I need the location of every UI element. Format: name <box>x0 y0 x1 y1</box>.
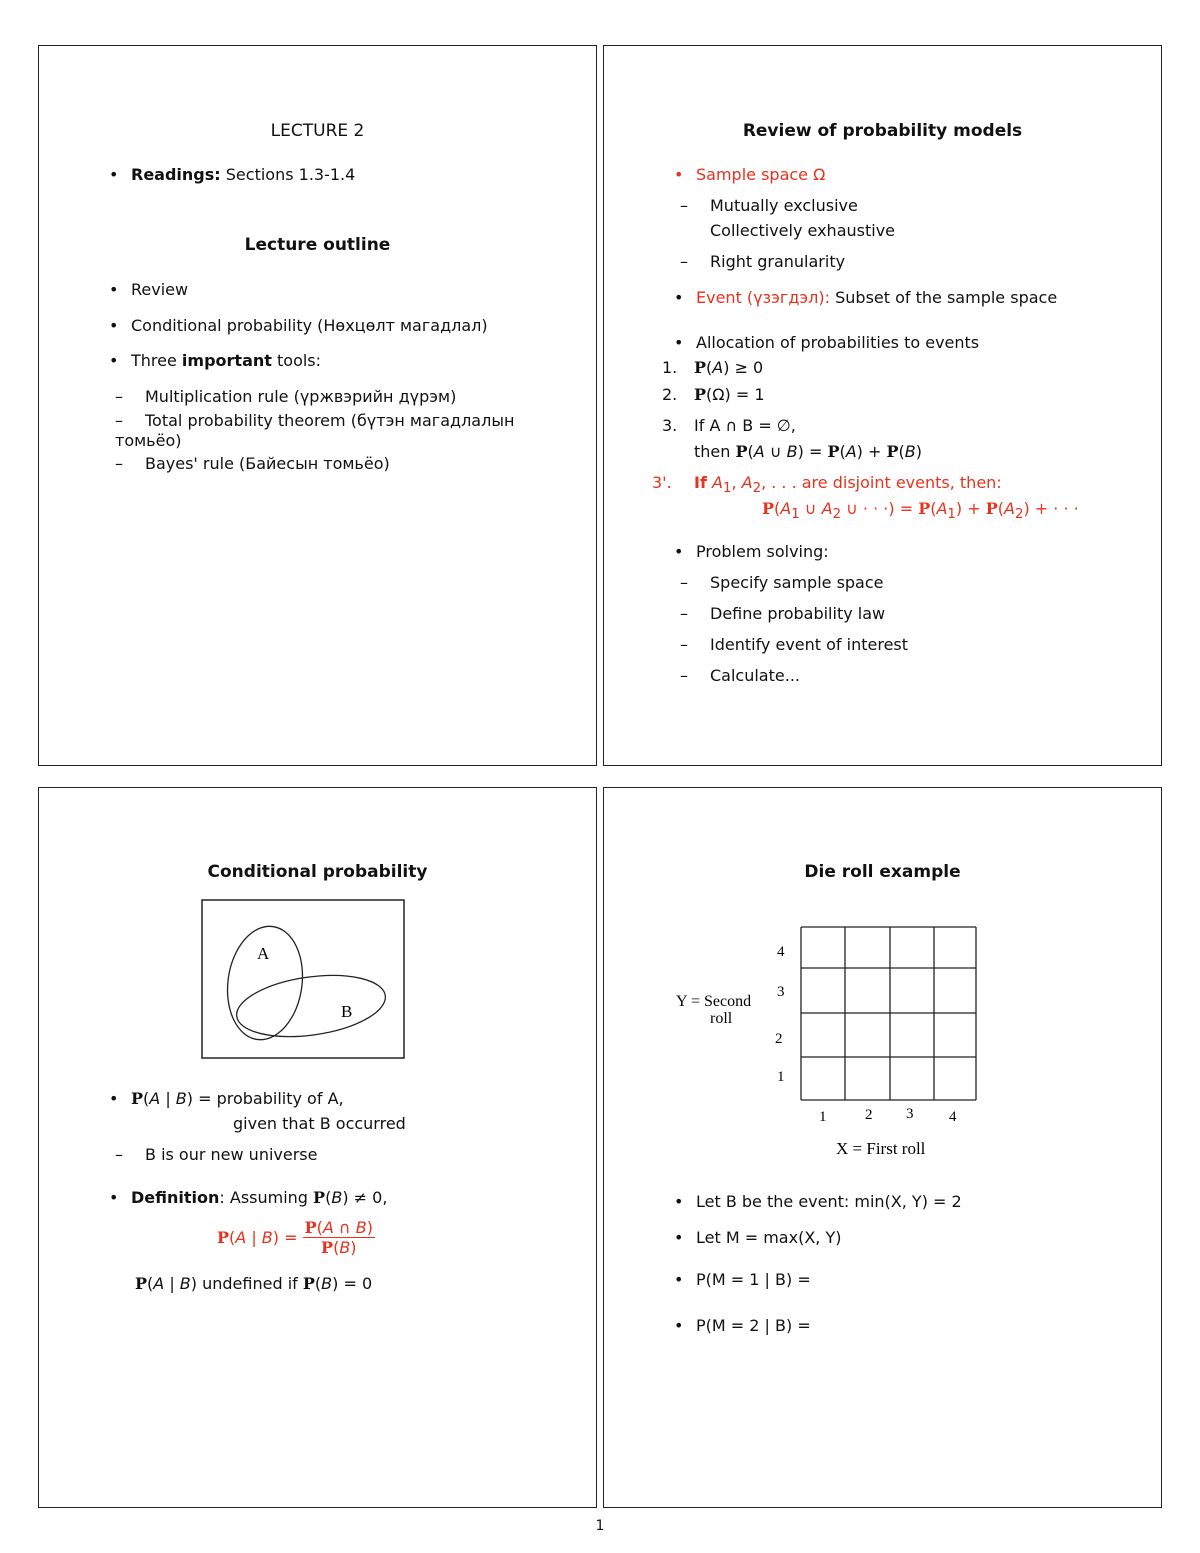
slide-review <box>603 45 1162 766</box>
y-axis-label-line2: roll <box>710 1010 733 1027</box>
step-specify: – Specify sample space <box>710 573 884 592</box>
tools-post: tools: <box>277 351 322 370</box>
y-tick-1: 1 <box>777 1069 785 1085</box>
axiom-3p-text: are disjoint events, then: <box>801 473 1002 492</box>
slide-title: Die roll example <box>804 862 961 882</box>
x-tick-1: 1 <box>819 1109 827 1125</box>
venn-set-b <box>233 967 390 1045</box>
step-identify: – Identify event of interest <box>710 635 908 654</box>
x-axis-label: X = First roll <box>836 1139 926 1158</box>
outline-title: Lecture outline <box>244 235 391 255</box>
definition-label: Definition <box>131 1188 220 1207</box>
slide-title: LECTURE 2 <box>270 121 365 141</box>
grid-lines <box>801 927 976 1100</box>
event-def: Subset of the sample space <box>835 288 1058 307</box>
step-calculate: – Calculate... <box>710 666 800 685</box>
cond-def-given: given that B occurred <box>233 1114 406 1133</box>
question-1: • P(M = 1 | B) = <box>696 1270 811 1289</box>
new-universe: – B is our new universe <box>145 1145 317 1164</box>
venn-diagram <box>201 899 405 1059</box>
venn-label-b: B <box>341 1002 353 1021</box>
readings-text: Sections 1.3-1.4 <box>225 165 356 184</box>
y-tick-3: 3 <box>777 984 785 1000</box>
problem-solving: • Problem solving: <box>696 542 829 561</box>
outline-item-conditional: • Conditional probability (Нөхцөлт магадлал) <box>131 316 488 335</box>
y-tick-2: 2 <box>775 1031 783 1047</box>
tool-total-probability: – Total probability theorem (бүтэн магадлалын <box>145 411 514 430</box>
undefined-text: undefined if <box>202 1274 298 1293</box>
tools-bold: important <box>181 351 272 370</box>
x-tick-3: 3 <box>906 1106 914 1122</box>
collectively-exhaustive: Collectively exhaustive <box>710 221 896 240</box>
event-line <box>696 288 1057 307</box>
slide-title: Conditional probability <box>207 862 428 882</box>
axiom-3-then: then P(A ∪ B) = P(A) + P(B) <box>694 442 923 461</box>
undefined-line: P(A | B) undefined if P(B) = 0 <box>135 1274 373 1293</box>
outline-item-review: • Review <box>131 280 188 299</box>
axiom-3-if: If A ∩ B = ∅, <box>694 416 796 435</box>
venn-set-a <box>220 921 309 1044</box>
question-2: • P(M = 2 | B) = <box>696 1316 811 1335</box>
y-tick-4: 4 <box>777 944 785 960</box>
axiom-2: P(Ω) = 1 <box>694 385 765 404</box>
let-b: • Let B be the event: min(X, Y) = 2 <box>696 1192 962 1211</box>
axiom-2-number: 2. <box>662 385 678 404</box>
right-granularity: – Right granularity <box>710 252 845 271</box>
venn-label-a: A <box>257 944 270 963</box>
axiom-1-number: 1. <box>662 358 678 377</box>
axiom-3p-if: If $A_1$, $A_2$, . . . are disjoint events, then: <box>694 473 1002 497</box>
tools-pre: Three <box>131 351 177 370</box>
y-axis-label-line1: Y = Second <box>676 993 752 1010</box>
x-tick-2: 2 <box>865 1107 873 1123</box>
axiom-3-number: 3. <box>662 416 678 435</box>
cond-def-text: = probability of A, <box>198 1089 344 1108</box>
tool-multiplication: – Multiplication rule (үржвэрийн дүрэм) <box>145 387 456 406</box>
slide-die-roll <box>603 787 1162 1508</box>
axiom-3p-formula: $P(A_1$ ∪ $A_2$ ∪ · · ·) = $P(A_1) + P(A_2)$ + · · · <box>762 499 1079 523</box>
definition-text: : Assuming <box>219 1188 308 1207</box>
definition-formula: P(A | B) = $\frac{P(A \cap B)}{P(B)}$ <box>217 1218 373 1257</box>
tool-total-probability-cont: томьёо) <box>115 431 182 450</box>
mutually-exclusive: – Mutually exclusive <box>710 196 858 215</box>
step-define: – Define probability law <box>710 604 885 623</box>
readings-label: Readings: <box>131 165 221 184</box>
cond-def-line: • P(A | B) = probability of A, <box>131 1089 344 1108</box>
slide-lecture-2 <box>38 45 597 766</box>
definition-line: • Definition: Assuming P(B) ≠ 0, <box>131 1188 387 1207</box>
axiom-1: P(A) ≥ 0 <box>694 358 764 377</box>
slide-conditional <box>38 787 597 1508</box>
die-roll-grid <box>664 918 994 1163</box>
tool-bayes: – Bayes' rule (Байесын томьёо) <box>145 454 390 473</box>
allocation: • Allocation of probabilities to events <box>696 333 979 352</box>
readings-line <box>131 165 355 184</box>
outline-item-tools <box>131 351 321 370</box>
event-label: Event (үзэгдэл): <box>696 288 831 307</box>
page-number: 1 <box>595 1518 605 1534</box>
axiom-3-then-word: then <box>694 442 731 461</box>
let-m: • Let M = max(X, Y) <box>696 1228 841 1247</box>
x-tick-4: 4 <box>949 1109 957 1125</box>
sample-space: • Sample space Ω <box>696 165 825 184</box>
slide-title: Review of probability models <box>742 121 1023 141</box>
axiom-3p-number: 3'. <box>652 473 672 492</box>
